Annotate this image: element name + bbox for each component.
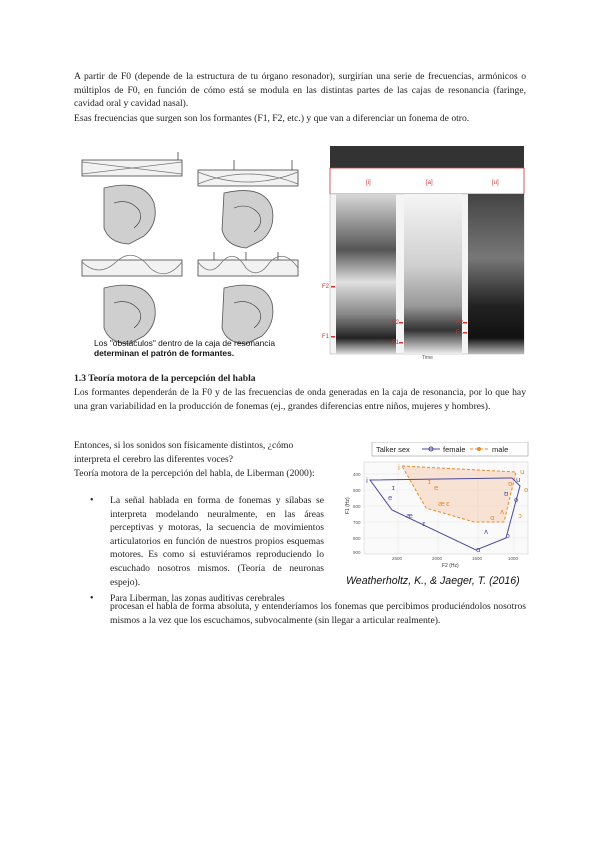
female-vowel-i: i bbox=[366, 477, 368, 485]
spectrogram-figure bbox=[322, 146, 528, 360]
intro-paragraph-1: A partir de F0 (depende de la estructura de tu órgano resonador), surgirían una serie de frecuencias, armónicos o múltiplos de F0, en función de cómo está se modula en las distintas partes de las cajas de resonancia (faringe, cavidad oral y cavidad nasal). bbox=[74, 71, 526, 110]
theory-paragraph: Teoría motora de la percepción del habla, de Liberman (2000): bbox=[74, 468, 315, 479]
vowel-chart-xlabel: F2 (Hz) bbox=[442, 563, 459, 568]
female-vowel-upsilon: ʊ bbox=[504, 490, 509, 498]
section-paragraph: Los formantes dependerán de la F0 y de las frecuencias de onda generadas en la caja de resonancia, por lo que hay una gran variabilidad en la producción de fonemas (ej., grandes diferencias entre niños, mujeres y hombres). bbox=[74, 387, 526, 412]
vowel-chart-ylabel: F1 (Hz) bbox=[345, 497, 351, 514]
section-heading: 1.3 Teoría motora de la percepción del habla bbox=[74, 373, 256, 384]
female-vowel-epsilon: ɛ bbox=[422, 520, 426, 528]
female-vowel-o: o bbox=[514, 496, 519, 504]
spectrogram-mark-i-f1: F1 bbox=[322, 334, 330, 340]
spectrogram-xlabel: Time bbox=[422, 355, 433, 360]
ytick-400: 400 bbox=[353, 472, 361, 477]
xtick-2000: 2000 bbox=[432, 556, 443, 561]
male-vowel-ae: æ bbox=[438, 500, 445, 508]
male-vowel-upsilon: ʊ bbox=[508, 480, 513, 488]
legend-male: male bbox=[492, 445, 509, 454]
intro-paragraph-2: Esas frecuencias que surgen son los formantes (F1, F2, etc.) y que van a diferenciar un fonema de otro. bbox=[74, 113, 470, 124]
spectrogram-mark-i-f2: F2 bbox=[322, 284, 330, 290]
male-vowel-u: u bbox=[520, 468, 525, 476]
bullet-list bbox=[110, 494, 324, 606]
female-vowel-script-a: ɑ bbox=[476, 546, 481, 554]
male-vowel-open-o: ɔ bbox=[518, 512, 522, 520]
male-vowel-wedge: ʌ bbox=[500, 508, 505, 516]
vocal-tract-drawings bbox=[74, 148, 316, 358]
figure-caption-line-2: determinan el patrón de formantes. bbox=[94, 348, 235, 359]
legend-female: female bbox=[443, 445, 466, 454]
bullet-item-2-continuation: procesan el habla de forma absoluta, y entenderíamos los fonemas que percibimos produciéndolos nosotros mismos a la vez que los escuchamos, subvocalmente (sin llegar a articular realmente). bbox=[110, 601, 526, 626]
female-vowel-open-o: ɔ bbox=[506, 532, 510, 540]
spectrogram-label-a: [a] bbox=[426, 180, 433, 186]
spectrogram-label-i: [i] bbox=[366, 180, 371, 186]
male-vowel-i: i bbox=[398, 464, 400, 472]
ytick-600: 600 bbox=[353, 504, 361, 509]
male-vowel-o: o bbox=[524, 486, 529, 494]
vowel-chart-citation: Weatherholtz, K., & Jaeger, T. (2016) bbox=[346, 575, 520, 587]
question-paragraph: Entonces, si los sonidos son físicamente distintos, ¿cómo interpreta el cerebro las diferentes voces? bbox=[74, 440, 294, 465]
xtick-1000: 1000 bbox=[508, 556, 519, 561]
male-vowel-small-i: ɪ bbox=[428, 478, 431, 486]
male-vowel-e: e bbox=[434, 484, 439, 492]
xtick-2500: 2500 bbox=[392, 556, 403, 561]
spectrogram-mark-u-f2: F2 bbox=[456, 320, 464, 326]
ytick-800: 800 bbox=[353, 536, 361, 541]
spectrogram-mark-a-f2: F2 bbox=[392, 320, 400, 326]
figure-caption-line-1: Los "obstáculos" dentro de la caja de resonancia bbox=[94, 338, 276, 348]
spectrogram-mark-a-f1: F1 bbox=[392, 340, 400, 346]
female-vowel-wedge: ʌ bbox=[484, 528, 489, 536]
vowel-chart bbox=[344, 442, 530, 590]
ytick-500: 500 bbox=[353, 488, 361, 493]
xtick-1500: 1500 bbox=[472, 556, 483, 561]
legend-title: Talker sex bbox=[376, 445, 410, 454]
ytick-900: 900 bbox=[353, 550, 361, 555]
female-vowel-ae: æ bbox=[406, 512, 413, 520]
male-vowel-script-a: ɑ bbox=[490, 514, 495, 522]
female-vowel-e: e bbox=[388, 494, 393, 502]
vowel-chart-svg bbox=[344, 442, 530, 568]
spectrogram-mark-u-f1: F1 bbox=[456, 330, 464, 336]
spectrogram-label-u: [u] bbox=[492, 180, 499, 186]
female-vowel-u: u bbox=[516, 476, 521, 484]
bullet-item-1: • La señal hablada en forma de fonemas y sílabas se interpreta modelando neuralmente, en las áreas perceptivas y motoras, la secuencia de movimientos articulatorios en función de nuestros propios esquemas motores. Es como si estuviéramos reproduciendo lo escuchado nosotros mismos. (Teoría de neuronas espejo). bbox=[110, 494, 324, 589]
ytick-700: 700 bbox=[353, 520, 361, 525]
bullet-item-2-line-1: • Para Liberman, las zonas auditivas cerebrales bbox=[110, 592, 324, 606]
spectrogram bbox=[322, 146, 528, 360]
female-vowel-small-i: ɪ bbox=[392, 484, 395, 492]
vocal-tract-figure bbox=[74, 148, 316, 358]
male-vowel-epsilon: ɛ bbox=[446, 500, 450, 508]
